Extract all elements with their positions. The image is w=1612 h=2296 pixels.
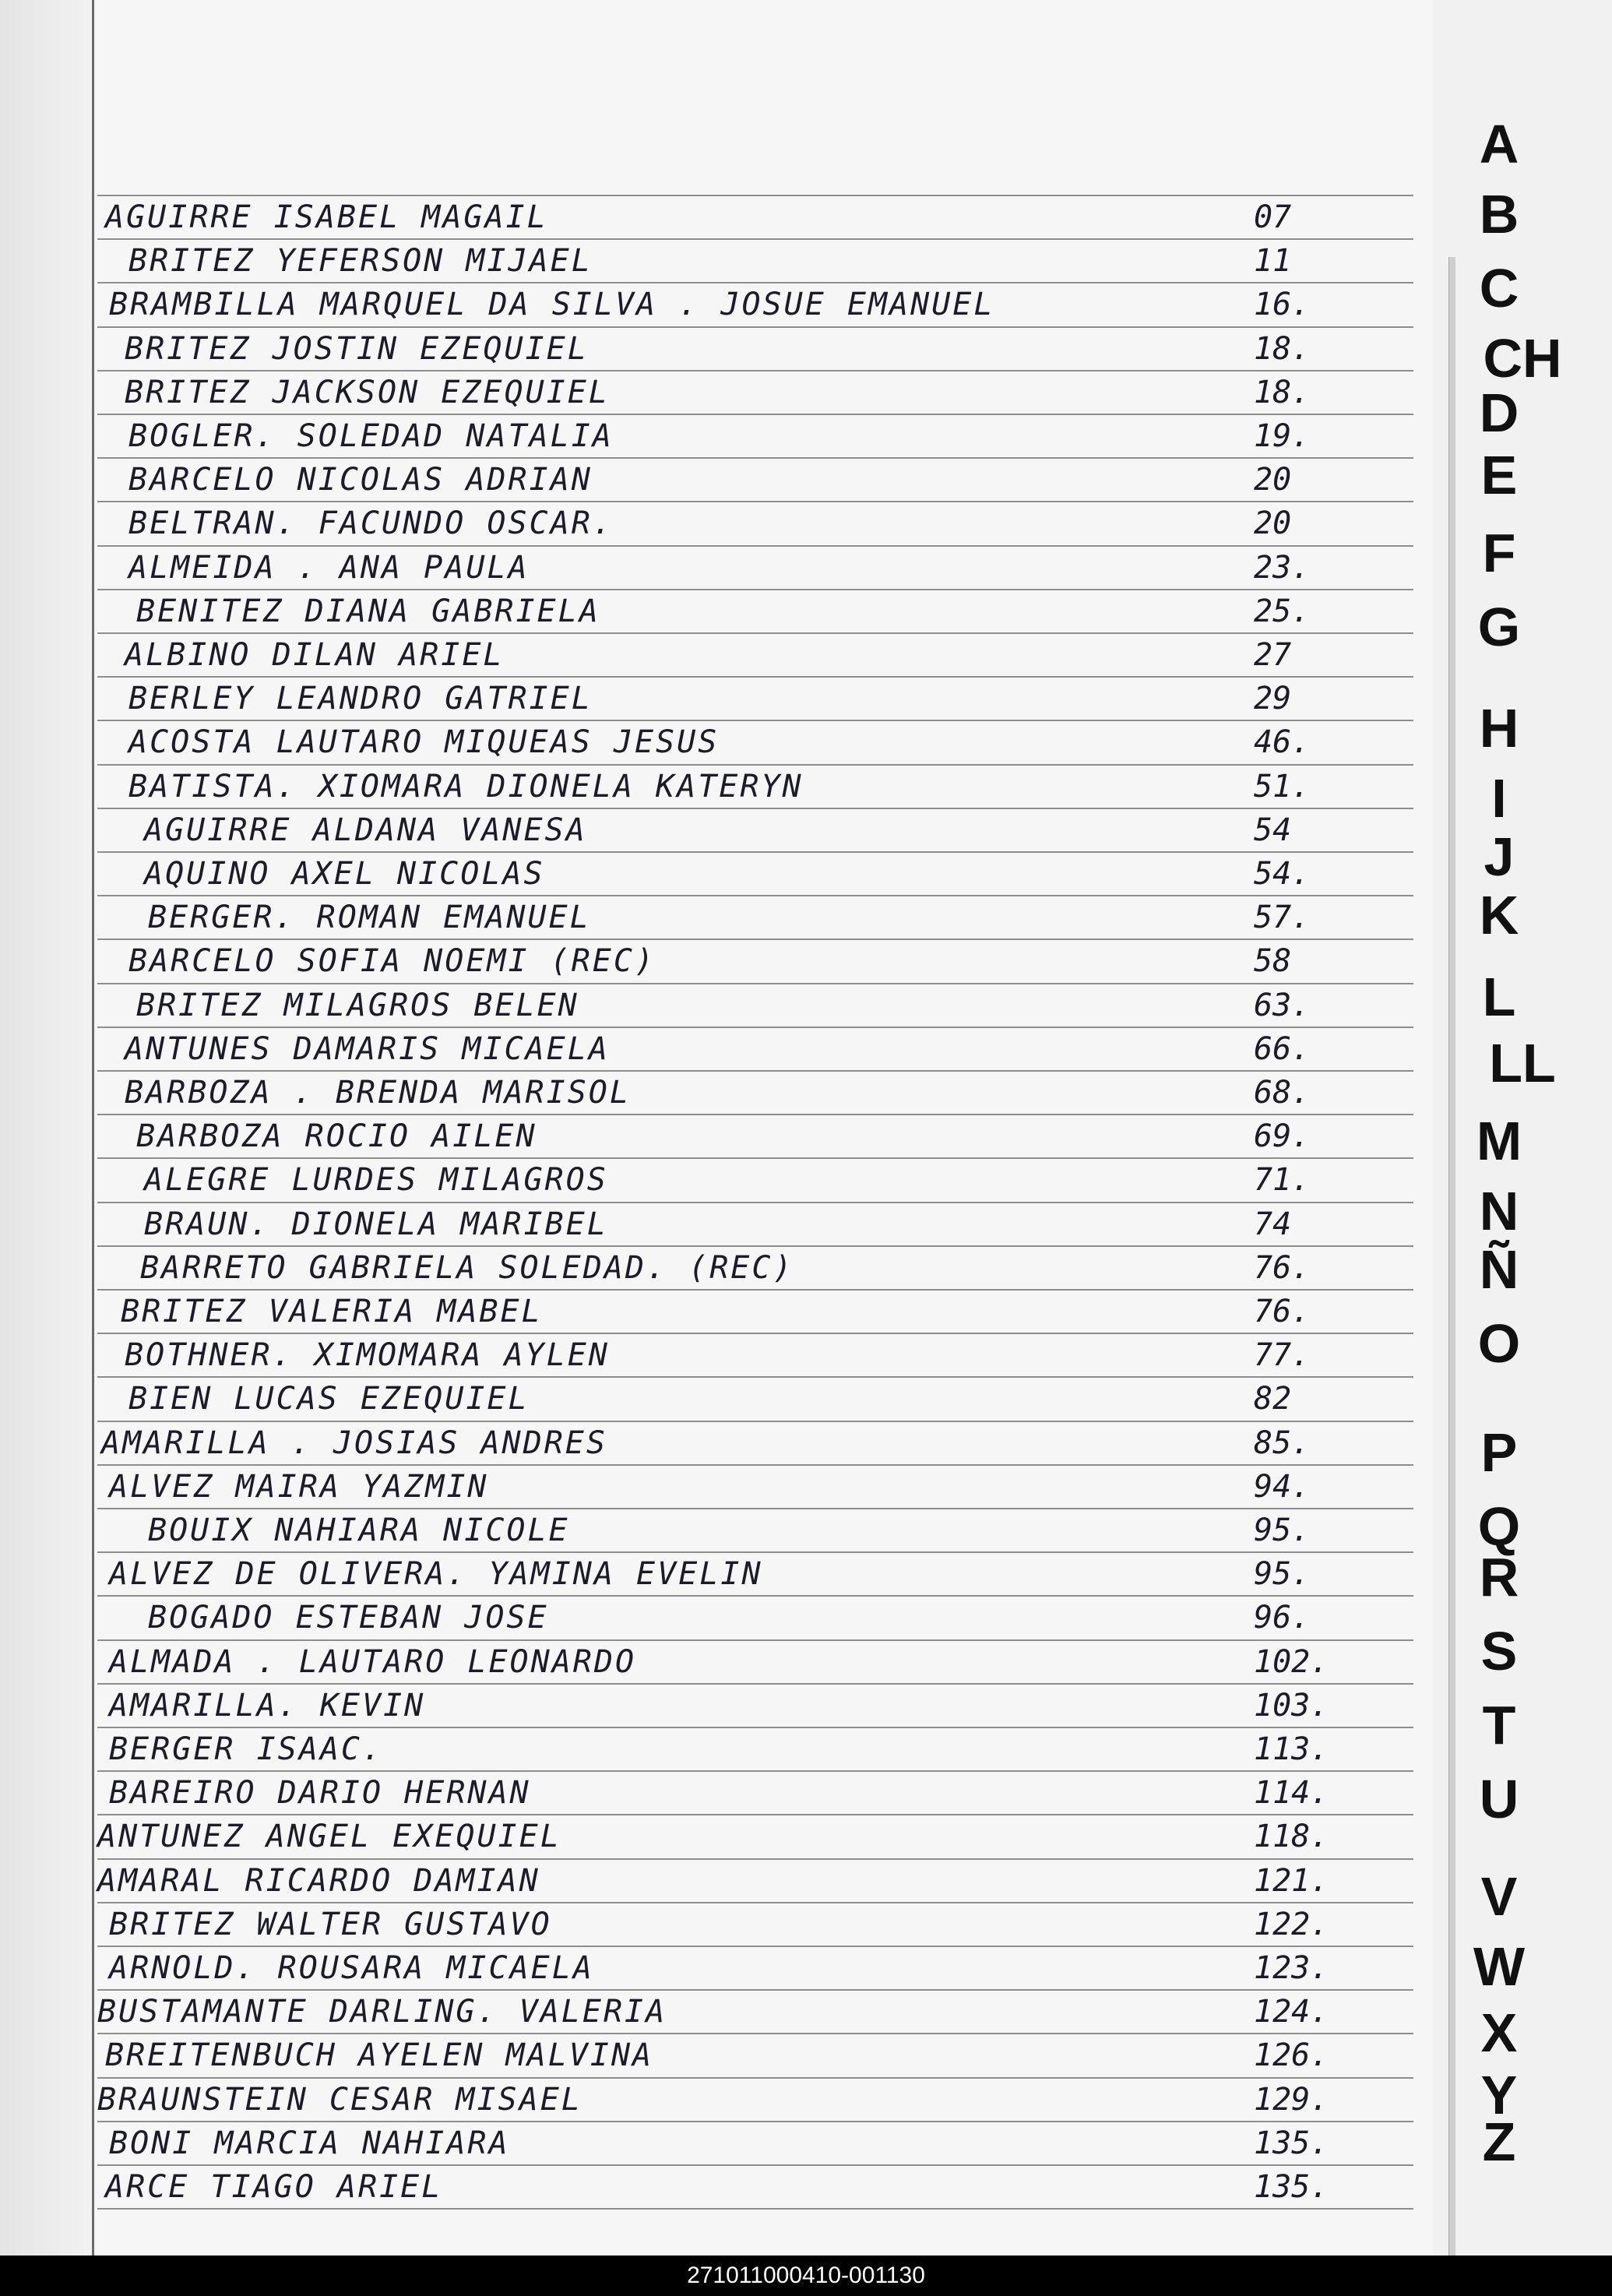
- entry-row: [0, 415, 1441, 459]
- entry-number: 25.: [1254, 593, 1311, 629]
- scan-id: 271011000410-001130: [687, 2263, 925, 2288]
- entry-number: 77.: [1254, 1337, 1311, 1374]
- entry-name: BENITEZ DIANA GABRIELA: [136, 593, 600, 629]
- entry-number: 96.: [1254, 1600, 1311, 1636]
- entry-number: 118.: [1254, 1819, 1329, 1855]
- scan-id-footer: [0, 2256, 1612, 2296]
- entry-number: 121.: [1254, 1862, 1329, 1899]
- entry-row: [0, 1597, 1441, 1640]
- entry-number: 07: [1254, 199, 1292, 235]
- entry-number: 54.: [1254, 856, 1311, 892]
- entry-name: BATISTA. XIOMARA DIONELA KATERYN: [128, 768, 804, 805]
- entry-name: BARCELO SOFIA NOEMI (REC): [128, 943, 656, 980]
- entry-number: 71.: [1254, 1162, 1311, 1199]
- entry-number: 16.: [1254, 287, 1311, 323]
- entry-number: 51.: [1254, 768, 1311, 805]
- entry-number: 57.: [1254, 900, 1311, 936]
- index-tab-letter[interactable]: B: [1479, 184, 1519, 245]
- entry-row: [0, 1072, 1441, 1115]
- index-tab-letter[interactable]: Z: [1482, 2111, 1516, 2172]
- entry-name: ALMADA . LAUTARO LEONARDO: [109, 1643, 637, 1680]
- entry-name: ARCE TIAGO ARIEL: [105, 2169, 443, 2205]
- entry-number: 135.: [1254, 2125, 1329, 2161]
- index-tab-letter[interactable]: R: [1479, 1547, 1519, 1608]
- entry-name: AMARILLA. KEVIN: [109, 1687, 426, 1724]
- entry-row: [0, 372, 1441, 415]
- index-tab-letter[interactable]: J: [1484, 826, 1515, 887]
- entry-name: BRITEZ JACKSON EZEQUIEL: [125, 374, 610, 410]
- entry-name: BREITENBUCH AYELEN MALVINA: [105, 2037, 654, 2074]
- entry-row: [0, 2079, 1441, 2122]
- index-tab-letter[interactable]: M: [1476, 1111, 1522, 1171]
- entry-number: 76.: [1254, 1249, 1311, 1286]
- entry-row: [0, 283, 1441, 327]
- entry-number: 95.: [1254, 1556, 1311, 1593]
- entry-name: BOUIX NAHIARA NICOLE: [148, 1512, 570, 1548]
- entry-row: [0, 809, 1441, 853]
- entry-row: [0, 1291, 1441, 1334]
- entry-number: 94.: [1254, 1468, 1311, 1505]
- entry-name: BERGER. ROMAN EMANUEL: [148, 900, 591, 936]
- entry-number: 68.: [1254, 1075, 1311, 1111]
- entry-row: [0, 1247, 1441, 1291]
- index-tab-strip: [1448, 257, 1455, 2256]
- index-tab-letter[interactable]: D: [1479, 382, 1519, 443]
- entry-number: 66.: [1254, 1030, 1311, 1067]
- entry-row: [0, 1815, 1441, 1859]
- entry-name: BONI MARCIA NAHIARA: [109, 2125, 510, 2161]
- entry-name: AGUIRRE ISABEL MAGAIL: [105, 199, 548, 235]
- entry-number: 122.: [1254, 1906, 1329, 1942]
- entry-name: BRAUN. DIONELA MARIBEL: [144, 1206, 608, 1242]
- entry-row: [0, 1115, 1441, 1159]
- index-tab-letter[interactable]: Y: [1480, 2065, 1518, 2125]
- entry-row: [0, 196, 1441, 240]
- entry-number: 20: [1254, 505, 1292, 542]
- entry-number: 102.: [1254, 1643, 1329, 1680]
- entry-row: [0, 1728, 1441, 1772]
- entry-name: BRITEZ JOSTIN EZEQUIEL: [125, 330, 589, 367]
- entry-row: [0, 240, 1441, 283]
- entry-number: 29: [1254, 681, 1292, 717]
- entry-number: 18.: [1254, 330, 1311, 367]
- index-tab-letter[interactable]: P: [1480, 1422, 1518, 1483]
- entry-number: 54: [1254, 812, 1292, 848]
- entry-number: 123.: [1254, 1950, 1329, 1986]
- entry-number: 103.: [1254, 1687, 1329, 1724]
- index-tab-letter[interactable]: G: [1477, 597, 1521, 657]
- entry-name: AQUINO AXEL NICOLAS: [144, 856, 545, 892]
- entry-row: [0, 1860, 1441, 1903]
- entry-row: [0, 2122, 1441, 2166]
- index-tab-letter[interactable]: O: [1477, 1313, 1521, 1374]
- entry-number: 95.: [1254, 1512, 1311, 1548]
- entry-name: BERGER ISAAC.: [109, 1731, 384, 1767]
- entry-row: [0, 853, 1441, 896]
- entry-name: BARRETO GABRIELA SOLEDAD. (REC): [140, 1249, 794, 1286]
- entry-name: BOGLER. SOLEDAD NATALIA: [128, 418, 614, 454]
- entry-number: 69.: [1254, 1118, 1311, 1155]
- index-tab-letter[interactable]: Q: [1477, 1496, 1521, 1557]
- entry-row: [0, 1378, 1441, 1421]
- entry-name: BARBOZA ROCIO AILEN: [136, 1118, 537, 1155]
- entry-name: BRITEZ YEFERSON MIJAEL: [128, 243, 593, 280]
- entry-name: ANTUNEZ ANGEL EXEQUIEL: [97, 1819, 561, 1855]
- index-tab-letter[interactable]: F: [1482, 523, 1516, 583]
- entry-number: 27: [1254, 637, 1292, 673]
- entry-number: 11: [1254, 243, 1292, 280]
- index-tab-letter[interactable]: W: [1473, 1936, 1526, 1997]
- entry-row: [0, 547, 1441, 590]
- entry-row: [0, 502, 1441, 546]
- entry-name: BUSTAMANTE DARLING. VALERIA: [97, 1994, 667, 2030]
- entry-name: ALMEIDA . ANA PAULA: [128, 549, 530, 586]
- index-tab-letter[interactable]: A: [1479, 114, 1519, 174]
- entry-name: ALVEZ DE OLIVERA. YAMINA EVELIN: [109, 1556, 763, 1593]
- entry-number: 82: [1254, 1381, 1292, 1417]
- entry-name: BRAMBILLA MARQUEL DA SILVA . JOSUE EMANUEL: [109, 287, 995, 323]
- entry-name: ACOSTA LAUTARO MIQUEAS JESUS: [128, 724, 720, 761]
- entry-number: 23.: [1254, 549, 1311, 586]
- entry-number: 129.: [1254, 2081, 1329, 2118]
- entry-row: [0, 1947, 1441, 1991]
- entry-name: BRITEZ MILAGROS BELEN: [136, 987, 579, 1023]
- entry-name: ARNOLD. ROUSARA MICAELA: [109, 1950, 594, 1986]
- entry-name: BRITEZ VALERIA MABEL: [121, 1294, 543, 1329]
- entry-row: [0, 1553, 1441, 1597]
- entry-number: 126.: [1254, 2037, 1329, 2074]
- entry-row: [0, 940, 1441, 984]
- entry-name: BELTRAN. FACUNDO OSCAR.: [128, 505, 614, 542]
- entry-name: BIEN LUCAS EZEQUIEL: [128, 1381, 530, 1417]
- entry-number: 74: [1254, 1206, 1292, 1242]
- entry-row: [0, 2034, 1441, 2078]
- entry-name: BRITEZ WALTER GUSTAVO: [109, 1906, 552, 1942]
- index-tab-letter[interactable]: CH: [1483, 328, 1562, 389]
- entry-name: BOTHNER. XIMOMARA AYLEN: [125, 1337, 610, 1374]
- entry-row: [0, 1203, 1441, 1247]
- index-tab-letter[interactable]: I: [1491, 768, 1507, 829]
- index-tab-letter[interactable]: N: [1479, 1181, 1519, 1241]
- index-tab-letter[interactable]: Ñ: [1479, 1239, 1519, 1300]
- entry-number: 124.: [1254, 1994, 1329, 2030]
- entry-name: BERLEY LEANDRO GATRIEL: [128, 681, 593, 717]
- entry-name: AGUIRRE ALDANA VANESA: [144, 812, 587, 848]
- entry-row: [0, 1466, 1441, 1509]
- index-tab-letter[interactable]: S: [1480, 1621, 1518, 1682]
- entry-row: [0, 896, 1441, 940]
- entry-number: 135.: [1254, 2169, 1329, 2205]
- entry-name: BOGADO ESTEBAN JOSE: [148, 1600, 549, 1636]
- index-tab-letter[interactable]: H: [1479, 698, 1519, 759]
- entry-row: [0, 678, 1441, 721]
- entry-row: [0, 1422, 1441, 1466]
- index-tab-letter[interactable]: T: [1482, 1695, 1516, 1755]
- entry-name: BARCELO NICOLAS ADRIAN: [128, 462, 593, 498]
- entry-name: ALVEZ MAIRA YAZMIN: [109, 1468, 489, 1505]
- entry-number: 113.: [1254, 1731, 1329, 1767]
- entry-name: ALEGRE LURDES MILAGROS: [144, 1162, 608, 1199]
- entry-row: [0, 1903, 1441, 1947]
- index-tab-letter[interactable]: U: [1479, 1769, 1519, 1829]
- entry-row: [0, 1991, 1441, 2034]
- ruled-line: [97, 2208, 1413, 2210]
- entry-row: [0, 1028, 1441, 1072]
- entry-number: 19.: [1254, 418, 1311, 454]
- entry-number: 58: [1254, 943, 1292, 980]
- entry-name: ALBINO DILAN ARIEL: [125, 637, 505, 673]
- entry-name: AMARAL RICARDO DAMIAN: [97, 1862, 540, 1899]
- entry-name: BAREIRO DARIO HERNAN: [109, 1775, 531, 1812]
- index-tab-letter[interactable]: L: [1482, 967, 1516, 1027]
- entry-row: [0, 1159, 1441, 1203]
- entry-row: [0, 1641, 1441, 1685]
- index-tab-letter[interactable]: K: [1479, 885, 1519, 946]
- entry-name: BRAUNSTEIN CESAR MISAEL: [97, 2081, 583, 2118]
- entry-row: [0, 1685, 1441, 1728]
- entry-name: ANTUNES DAMARIS MICAELA: [125, 1030, 610, 1067]
- entry-row: [0, 459, 1441, 502]
- entry-name: BARBOZA . BRENDA MARISOL: [125, 1075, 631, 1111]
- entry-row: [0, 984, 1441, 1028]
- entry-row: [0, 766, 1441, 809]
- entry-number: 20: [1254, 462, 1292, 498]
- entry-row: [0, 590, 1441, 634]
- entry-row: [0, 634, 1441, 678]
- entry-row: [0, 1772, 1441, 1815]
- entry-row: [0, 328, 1441, 372]
- entry-row: [0, 721, 1441, 765]
- entry-number: 85.: [1254, 1424, 1311, 1461]
- entry-row: [0, 1334, 1441, 1378]
- index-tab-letter[interactable]: C: [1479, 258, 1519, 319]
- index-tab-letter[interactable]: LL: [1489, 1033, 1556, 1093]
- entry-number: 76.: [1254, 1294, 1311, 1329]
- index-tab-letter[interactable]: E: [1480, 445, 1518, 505]
- index-tab-letter[interactable]: V: [1480, 1866, 1518, 1927]
- entry-name: AMARILLA . JOSIAS ANDRES: [101, 1424, 607, 1461]
- entry-row: [0, 1509, 1441, 1553]
- index-tab-letter[interactable]: X: [1480, 2002, 1518, 2063]
- entry-number: 18.: [1254, 374, 1311, 410]
- entry-number: 114.: [1254, 1775, 1329, 1812]
- entry-number: 46.: [1254, 724, 1311, 761]
- entry-row: [0, 2166, 1441, 2210]
- entry-number: 63.: [1254, 987, 1311, 1023]
